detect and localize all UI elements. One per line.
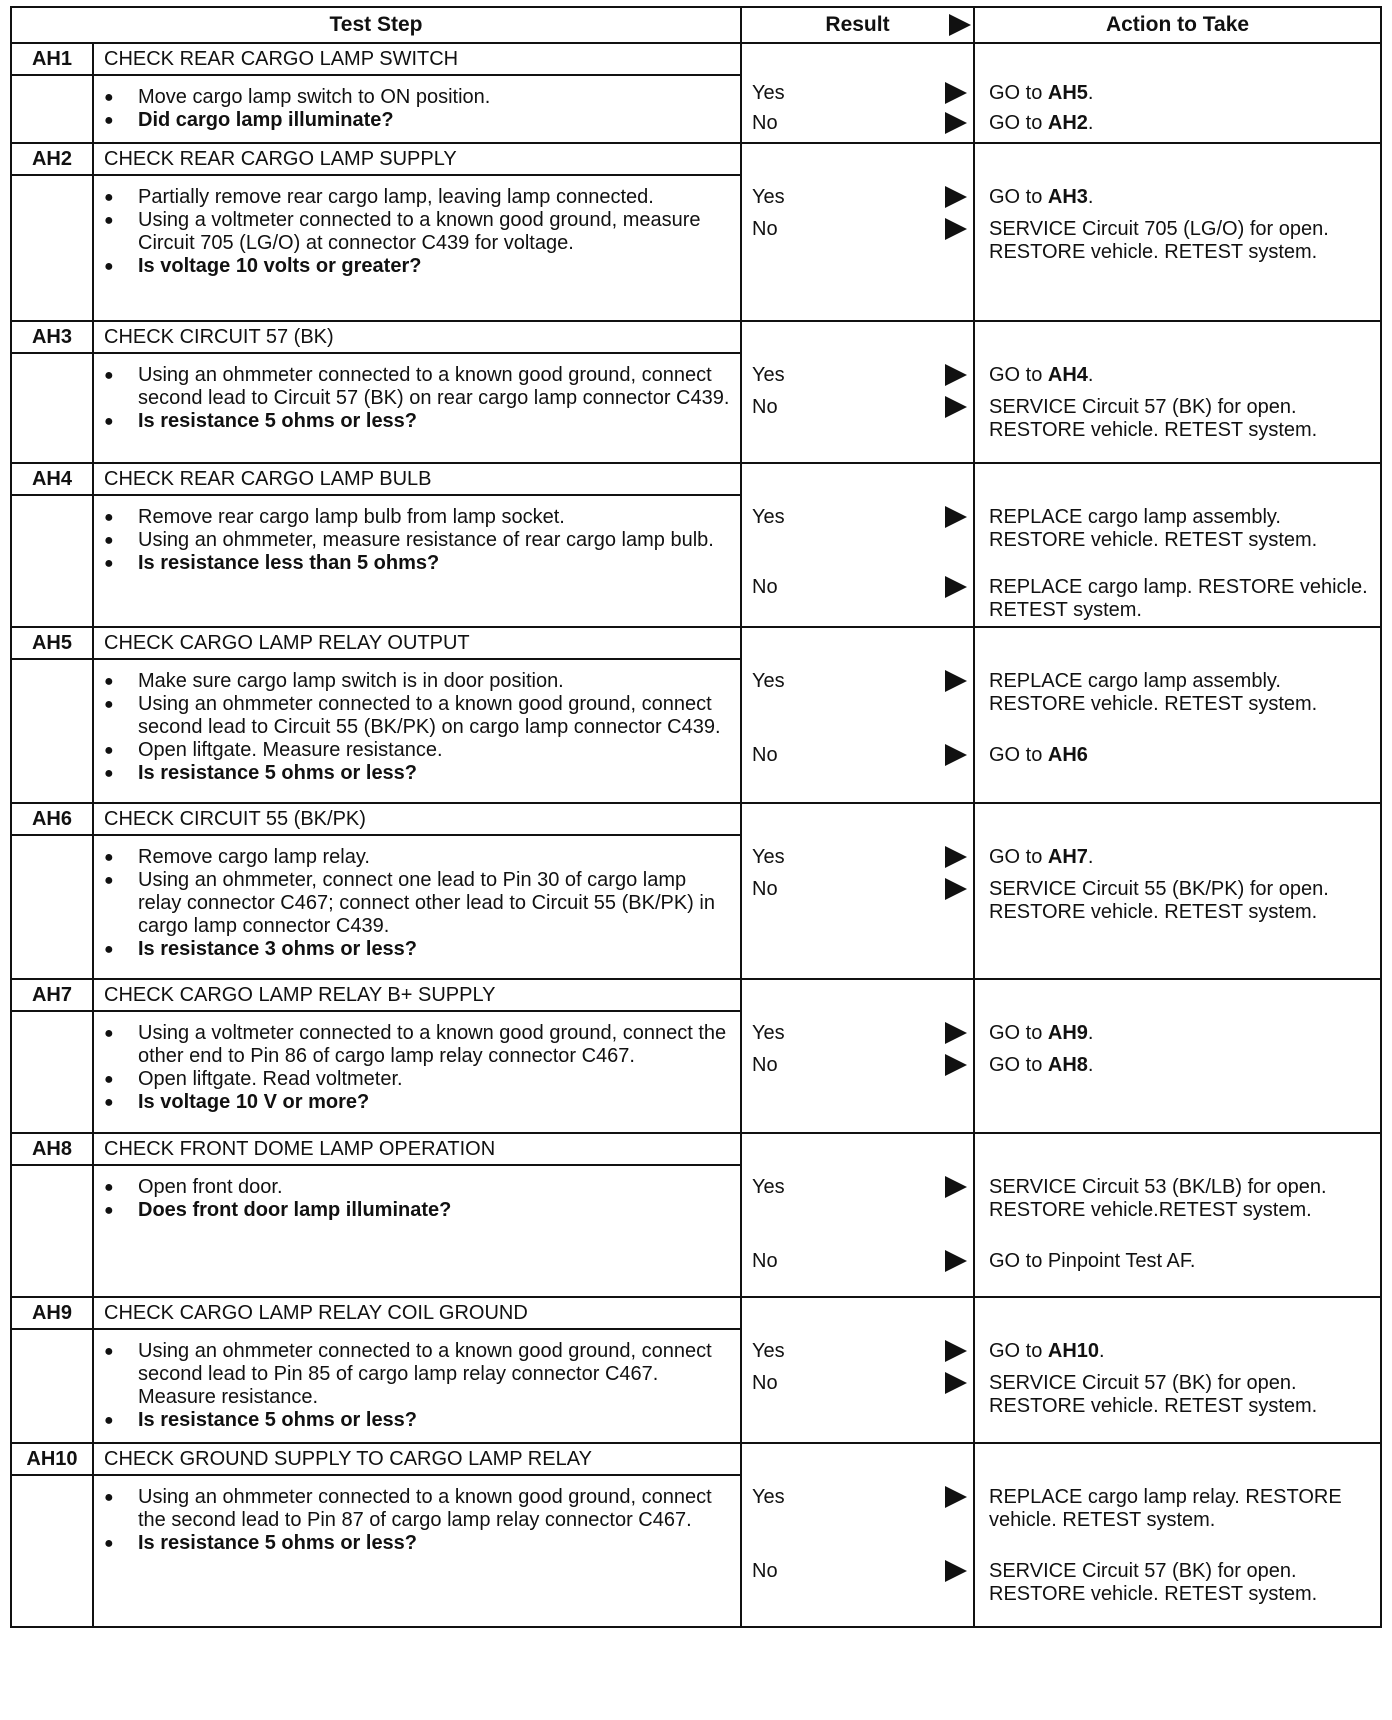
question-item: ● Is voltage 10 volts or greater? bbox=[94, 255, 730, 278]
step-id-spacer bbox=[11, 495, 93, 627]
action-step-ref: AH3 bbox=[1047, 186, 1088, 208]
table-body bbox=[11, 43, 1381, 1627]
step-title-row bbox=[11, 463, 1381, 495]
arrow-right-icon bbox=[945, 1250, 967, 1272]
action-text: GO to bbox=[989, 846, 1048, 868]
step-id-spacer bbox=[11, 1011, 93, 1133]
action-text: REPLACE cargo lamp relay. RESTORE vehicle. RETEST system. bbox=[989, 1486, 1342, 1531]
action-step-ref: AH7 bbox=[1047, 846, 1088, 868]
result-label: No bbox=[752, 1250, 778, 1272]
step-instructions bbox=[93, 1165, 741, 1297]
header-action: Action to Take bbox=[974, 7, 1381, 43]
action-text: GO to bbox=[989, 364, 1048, 386]
instruction-list bbox=[94, 660, 740, 795]
action-yes bbox=[989, 82, 1370, 105]
result-cell bbox=[741, 1133, 974, 1297]
action-cell bbox=[974, 1297, 1381, 1443]
action-text: GO to bbox=[989, 1022, 1048, 1044]
step-id: AH6 bbox=[11, 803, 93, 835]
result-label: No bbox=[752, 744, 778, 766]
test-table bbox=[10, 6, 1382, 1628]
step-id: AH9 bbox=[11, 1297, 93, 1329]
step-id-spacer bbox=[11, 75, 93, 143]
instruction-item: ● Open front door. bbox=[94, 1176, 730, 1199]
result-cell bbox=[741, 321, 974, 463]
result-label: Yes bbox=[752, 1022, 785, 1044]
instruction-item: ● Using an ohmmeter connected to a known good ground, connect second lead to Pin 85 of cargo lamp relay connector C467. Measure resistance. bbox=[94, 1340, 730, 1409]
step-title: CHECK CARGO LAMP RELAY OUTPUT bbox=[93, 627, 741, 659]
arrow-right-icon bbox=[945, 364, 967, 386]
action-cell bbox=[974, 627, 1381, 803]
instruction-list bbox=[94, 1166, 740, 1232]
action-text: REPLACE cargo lamp assembly. RESTORE vehicle. RETEST system. bbox=[989, 506, 1318, 551]
action-step-ref: AH6 bbox=[1047, 744, 1088, 766]
instruction-item: ● Using an ohmmeter, measure resistance of rear cargo lamp bulb. bbox=[94, 529, 730, 552]
step-id-spacer bbox=[11, 353, 93, 463]
action-step-ref: AH5 bbox=[1047, 82, 1088, 104]
result-no bbox=[752, 396, 967, 419]
arrow-right-icon bbox=[945, 878, 967, 900]
pinpoint-test-table bbox=[10, 6, 1380, 1628]
step-id-spacer bbox=[11, 175, 93, 321]
arrow-right-icon bbox=[945, 506, 967, 528]
result-no bbox=[752, 576, 967, 599]
result-label: No bbox=[752, 1054, 778, 1076]
action-no bbox=[989, 878, 1370, 924]
result-label: No bbox=[752, 112, 778, 134]
instruction-item: ● Move cargo lamp switch to ON position. bbox=[94, 86, 730, 109]
step-instructions bbox=[93, 495, 741, 627]
instruction-item: ● Using a voltmeter connected to a known good ground, measure Circuit 705 (LG/O) at connector C439 for voltage. bbox=[94, 209, 730, 255]
instruction-item: ● Open liftgate. Read voltmeter. bbox=[94, 1068, 730, 1091]
instruction-item: ● Using an ohmmeter connected to a known good ground, connect the second lead to Pin 87 of cargo lamp relay connector C467. bbox=[94, 1486, 730, 1532]
arrow-right-icon bbox=[945, 1340, 967, 1362]
result-no bbox=[752, 744, 967, 767]
action-yes bbox=[989, 1486, 1370, 1532]
result-yes bbox=[752, 364, 967, 387]
result-label: Yes bbox=[752, 1176, 785, 1198]
action-cell bbox=[974, 143, 1381, 321]
step-title: CHECK GROUND SUPPLY TO CARGO LAMP RELAY bbox=[93, 1443, 741, 1475]
result-no bbox=[752, 878, 967, 901]
arrow-right-icon bbox=[949, 14, 971, 36]
step-title-row bbox=[11, 1443, 1381, 1475]
action-yes bbox=[989, 1022, 1370, 1045]
step-id: AH5 bbox=[11, 627, 93, 659]
action-text: SERVICE Circuit 57 (BK) for open. RESTORE vehicle. RETEST system. bbox=[989, 1560, 1318, 1605]
step-id-spacer bbox=[11, 1165, 93, 1297]
arrow-right-icon bbox=[945, 1176, 967, 1198]
step-title-row bbox=[11, 43, 1381, 75]
arrow-right-icon bbox=[945, 846, 967, 868]
header-row bbox=[11, 7, 1381, 43]
question-item: ● Did cargo lamp illuminate? bbox=[94, 109, 730, 132]
result-yes bbox=[752, 506, 967, 529]
result-label: Yes bbox=[752, 1340, 785, 1362]
result-label: Yes bbox=[752, 670, 785, 692]
action-text-end: . bbox=[1087, 186, 1094, 208]
action-step-ref: AH9 bbox=[1047, 1022, 1088, 1044]
result-label: No bbox=[752, 1372, 778, 1394]
step-title-row bbox=[11, 803, 1381, 835]
action-cell bbox=[974, 43, 1381, 143]
result-label: Yes bbox=[752, 846, 785, 868]
step-id-spacer bbox=[11, 1475, 93, 1627]
action-cell bbox=[974, 1443, 1381, 1627]
action-text-end: . bbox=[1087, 1054, 1094, 1076]
arrow-right-icon bbox=[945, 396, 967, 418]
result-yes bbox=[752, 846, 967, 869]
result-label: Yes bbox=[752, 506, 785, 528]
action-text: GO to bbox=[989, 744, 1048, 766]
step-title: CHECK FRONT DOME LAMP OPERATION bbox=[93, 1133, 741, 1165]
step-id-spacer bbox=[11, 1329, 93, 1443]
action-text: SERVICE Circuit 705 (LG/O) for open. RESTORE vehicle. RETEST system. bbox=[989, 218, 1329, 263]
step-id: AH1 bbox=[11, 43, 93, 75]
instruction-list bbox=[94, 354, 740, 443]
action-cell bbox=[974, 979, 1381, 1133]
result-no bbox=[752, 218, 967, 241]
result-yes bbox=[752, 1176, 967, 1199]
action-cell bbox=[974, 463, 1381, 627]
instruction-item: ● Remove cargo lamp relay. bbox=[94, 846, 730, 869]
action-text: GO to bbox=[989, 186, 1048, 208]
arrow-right-icon bbox=[945, 1022, 967, 1044]
result-label: No bbox=[752, 396, 778, 418]
step-instructions bbox=[93, 1475, 741, 1627]
result-yes bbox=[752, 1486, 967, 1509]
instruction-list bbox=[94, 176, 740, 288]
instruction-list bbox=[94, 496, 740, 585]
instruction-item: ● Make sure cargo lamp switch is in door position. bbox=[94, 670, 730, 693]
step-instructions bbox=[93, 175, 741, 321]
result-label: No bbox=[752, 1560, 778, 1582]
action-no bbox=[989, 744, 1370, 767]
question-item: ● Is resistance 5 ohms or less? bbox=[94, 762, 730, 785]
action-yes bbox=[989, 1176, 1370, 1222]
arrow-right-icon bbox=[945, 576, 967, 598]
result-label: No bbox=[752, 218, 778, 240]
action-step-ref: AH8 bbox=[1047, 1054, 1088, 1076]
instruction-item: ● Partially remove rear cargo lamp, leaving lamp connected. bbox=[94, 186, 730, 209]
result-no bbox=[752, 1560, 967, 1583]
action-no bbox=[989, 1372, 1370, 1418]
instruction-list bbox=[94, 76, 740, 142]
action-text: GO to bbox=[989, 82, 1048, 104]
step-title: CHECK REAR CARGO LAMP BULB bbox=[93, 463, 741, 495]
arrow-right-icon bbox=[945, 1372, 967, 1394]
header-test-step: Test Step bbox=[11, 7, 741, 43]
instruction-list bbox=[94, 1330, 740, 1442]
action-yes bbox=[989, 670, 1370, 716]
action-text: SERVICE Circuit 57 (BK) for open. RESTORE vehicle. RETEST system. bbox=[989, 396, 1318, 441]
action-cell bbox=[974, 1133, 1381, 1297]
action-yes bbox=[989, 186, 1370, 209]
arrow-right-icon bbox=[945, 112, 967, 134]
action-no bbox=[989, 1560, 1370, 1606]
step-instructions bbox=[93, 1011, 741, 1133]
step-title-row bbox=[11, 1297, 1381, 1329]
action-text-end: . bbox=[1087, 112, 1094, 134]
step-title: CHECK REAR CARGO LAMP SWITCH bbox=[93, 43, 741, 75]
result-no bbox=[752, 1054, 967, 1077]
step-title-row bbox=[11, 143, 1381, 175]
arrow-right-icon bbox=[945, 82, 967, 104]
action-text-end: . bbox=[1087, 846, 1094, 868]
step-title-row bbox=[11, 321, 1381, 353]
instruction-item: ● Using an ohmmeter connected to a known good ground, connect second lead to Circuit 55 (BK/PK) on cargo lamp connector C439. bbox=[94, 693, 730, 739]
result-cell bbox=[741, 43, 974, 143]
action-text-end: . bbox=[1087, 1022, 1094, 1044]
action-yes bbox=[989, 846, 1370, 869]
instruction-list bbox=[94, 1476, 740, 1565]
step-id-spacer bbox=[11, 835, 93, 979]
arrow-right-icon bbox=[945, 218, 967, 240]
step-title: CHECK CIRCUIT 55 (BK/PK) bbox=[93, 803, 741, 835]
action-cell bbox=[974, 803, 1381, 979]
step-title-row bbox=[11, 979, 1381, 1011]
step-id: AH3 bbox=[11, 321, 93, 353]
action-no bbox=[989, 112, 1370, 135]
question-item: ● Is resistance less than 5 ohms? bbox=[94, 552, 730, 575]
action-no bbox=[989, 396, 1370, 442]
result-label: Yes bbox=[752, 186, 785, 208]
action-text-end: . bbox=[1087, 82, 1094, 104]
result-label: No bbox=[752, 576, 778, 598]
step-id: AH8 bbox=[11, 1133, 93, 1165]
result-yes bbox=[752, 1340, 967, 1363]
step-id: AH7 bbox=[11, 979, 93, 1011]
result-label: No bbox=[752, 878, 778, 900]
step-id: AH4 bbox=[11, 463, 93, 495]
step-id-spacer bbox=[11, 659, 93, 803]
action-text: GO to bbox=[989, 1054, 1048, 1076]
question-item: ● Is resistance 5 ohms or less? bbox=[94, 410, 730, 433]
step-title: CHECK CARGO LAMP RELAY COIL GROUND bbox=[93, 1297, 741, 1329]
action-yes bbox=[989, 506, 1370, 552]
result-cell bbox=[741, 463, 974, 627]
instruction-item: ● Using an ohmmeter, connect one lead to Pin 30 of cargo lamp relay connector C467; connect other lead to Circuit 55 (BK/PK) in cargo lamp connector C439. bbox=[94, 869, 730, 938]
result-cell bbox=[741, 979, 974, 1133]
action-yes bbox=[989, 1340, 1370, 1363]
action-step-ref: AH2 bbox=[1047, 112, 1088, 134]
step-id: AH2 bbox=[11, 143, 93, 175]
action-text: GO to bbox=[989, 1340, 1048, 1362]
result-yes bbox=[752, 186, 967, 209]
arrow-right-icon bbox=[945, 670, 967, 692]
result-yes bbox=[752, 1022, 967, 1045]
result-no bbox=[752, 1250, 967, 1273]
action-text: REPLACE cargo lamp assembly. RESTORE vehicle. RETEST system. bbox=[989, 670, 1318, 715]
arrow-right-icon bbox=[945, 1486, 967, 1508]
action-text: GO to bbox=[989, 112, 1048, 134]
result-cell bbox=[741, 803, 974, 979]
action-cell bbox=[974, 321, 1381, 463]
result-cell bbox=[741, 1297, 974, 1443]
result-cell bbox=[741, 627, 974, 803]
action-yes bbox=[989, 364, 1370, 387]
arrow-right-icon bbox=[945, 186, 967, 208]
header-result-label: Result bbox=[825, 13, 890, 36]
question-item: ● Does front door lamp illuminate? bbox=[94, 1199, 730, 1222]
step-instructions bbox=[93, 75, 741, 143]
arrow-right-icon bbox=[945, 1560, 967, 1582]
action-step-ref: AH10 bbox=[1047, 1340, 1100, 1362]
step-instructions bbox=[93, 835, 741, 979]
header-result bbox=[741, 7, 974, 43]
result-label: Yes bbox=[752, 1486, 785, 1508]
result-yes bbox=[752, 670, 967, 693]
action-text: SERVICE Circuit 53 (BK/LB) for open. RESTORE vehicle.RETEST system. bbox=[989, 1176, 1327, 1221]
action-text: GO to Pinpoint Test AF. bbox=[989, 1250, 1196, 1272]
question-item: ● Is voltage 10 V or more? bbox=[94, 1091, 730, 1114]
step-title: CHECK CARGO LAMP RELAY B+ SUPPLY bbox=[93, 979, 741, 1011]
step-instructions bbox=[93, 353, 741, 463]
question-item: ● Is resistance 5 ohms or less? bbox=[94, 1409, 730, 1432]
result-no bbox=[752, 112, 967, 135]
action-text-end: . bbox=[1099, 1340, 1105, 1362]
action-text: REPLACE cargo lamp. RESTORE vehicle. RETEST system. bbox=[989, 576, 1368, 621]
result-cell bbox=[741, 143, 974, 321]
instruction-item: ● Using a voltmeter connected to a known good ground, connect the other end to Pin 86 of cargo lamp relay connector C467. bbox=[94, 1022, 730, 1068]
action-no bbox=[989, 1054, 1370, 1077]
step-title: CHECK CIRCUIT 57 (BK) bbox=[93, 321, 741, 353]
step-title-row bbox=[11, 627, 1381, 659]
result-yes bbox=[752, 82, 967, 105]
question-item: ● Is resistance 5 ohms or less? bbox=[94, 1532, 730, 1555]
step-instructions bbox=[93, 1329, 741, 1443]
step-id: AH10 bbox=[11, 1443, 93, 1475]
result-label: Yes bbox=[752, 364, 785, 386]
action-step-ref: AH4 bbox=[1047, 364, 1088, 386]
step-title-row bbox=[11, 1133, 1381, 1165]
result-no bbox=[752, 1372, 967, 1395]
arrow-right-icon bbox=[945, 744, 967, 766]
instruction-item: ● Using an ohmmeter connected to a known good ground, connect second lead to Circuit 57 (BK) on rear cargo lamp connector C439. bbox=[94, 364, 730, 410]
step-instructions bbox=[93, 659, 741, 803]
action-no bbox=[989, 218, 1370, 264]
result-cell bbox=[741, 1443, 974, 1627]
action-text-end: . bbox=[1087, 364, 1094, 386]
result-label: Yes bbox=[752, 82, 785, 104]
action-text: SERVICE Circuit 55 (BK/PK) for open. RESTORE vehicle. RETEST system. bbox=[989, 878, 1329, 923]
arrow-right-icon bbox=[945, 1054, 967, 1076]
instruction-list bbox=[94, 1012, 740, 1124]
action-no bbox=[989, 576, 1370, 622]
question-item: ● Is resistance 3 ohms or less? bbox=[94, 938, 730, 961]
instruction-item: ● Remove rear cargo lamp bulb from lamp socket. bbox=[94, 506, 730, 529]
step-title: CHECK REAR CARGO LAMP SUPPLY bbox=[93, 143, 741, 175]
action-no bbox=[989, 1250, 1370, 1273]
action-text: SERVICE Circuit 57 (BK) for open. RESTORE vehicle. RETEST system. bbox=[989, 1372, 1318, 1417]
instruction-item: ● Open liftgate. Measure resistance. bbox=[94, 739, 730, 762]
instruction-list bbox=[94, 836, 740, 971]
